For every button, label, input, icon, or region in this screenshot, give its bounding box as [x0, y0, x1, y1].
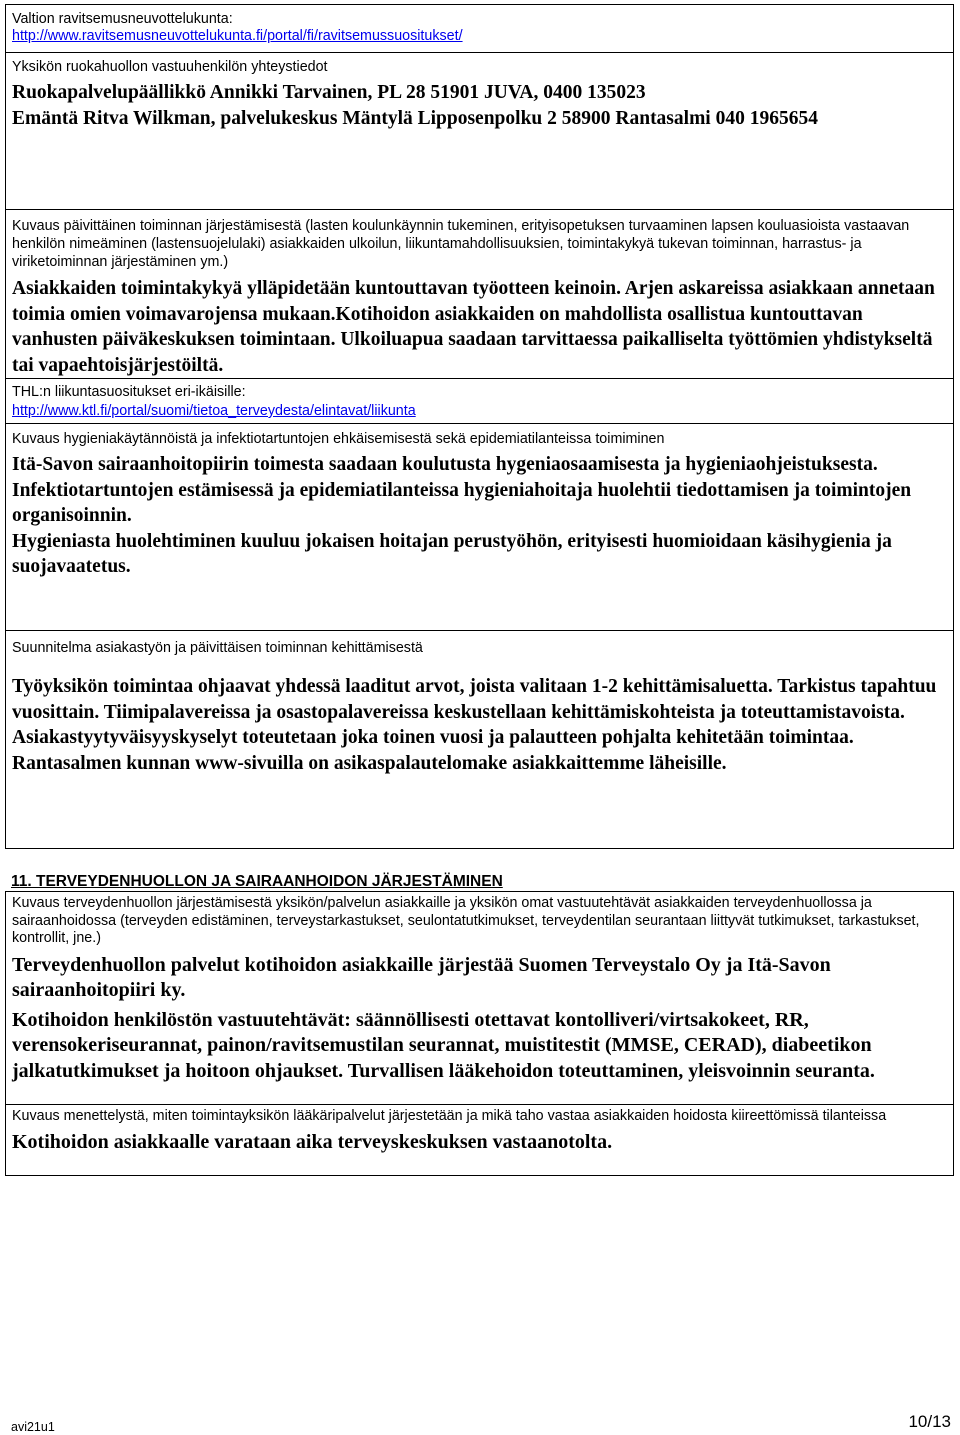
healthcare-text-2: Kotihoidon henkilöstön vastuutehtävät: säännöllisesti otettavat kontolliveri/virtsakokeet, RR, verensokeriseurannat, painon/ravitsemustilan seurannat, muistitestit (MMSE, CERAD), diabeetikon jalkatutkimukset ja hoitoon ohjaukset. Turvallisen lääkehoidon toteuttaminen, yleisvoinnin seuranta.	[12, 1008, 875, 1082]
development-label: Suunnitelma asiakastyön ja päivittäisen toiminnan kehittämisestä	[12, 640, 423, 656]
healthcare-text-1: Terveydenhuollon palvelut kotihoidon asiakkaille järjestää Suomen Terveystalo Oy ja Itä-Savon sairaanhoitopiiri ky.	[12, 953, 831, 1001]
section-11-title: 11. TERVEYDENHUOLLON JA SAIRAANHOIDON JÄRJESTÄMINEN	[11, 873, 503, 890]
development-box	[5, 630, 954, 849]
thl-link[interactable]: http://www.ktl.fi/portal/suomi/tietoa_terveydesta/elintavat/liikunta	[12, 403, 416, 419]
contact-label: Yksikön ruokahuollon vastuuhenkilön yhteystiedot	[12, 59, 328, 75]
thl-row	[6, 378, 953, 420]
healthcare-box	[5, 891, 954, 1176]
page-number: 10/13	[908, 1412, 951, 1431]
thl-label: THL:n liikuntasuositukset eri-ikäisille:	[12, 384, 246, 400]
activities-text: Asiakkaiden toimintakykyä ylläpidetään kuntouttavan työotteen keinoin. Arjen askareissa asiakkaan annetaan toimia omien voimavarojensa mukaan.Kotihoidon asiakkaiden on mahdollista osallistua kuntouttavan vanhusten päiväkeskuksen toimintaan. Ulkoiluapua saadaan tarvittaessa paikalliselta työttömien yhdistykseltä tai vapaehtoisjärjestöiltä.	[12, 278, 935, 376]
nutrition-label: Valtion ravitsemusneuvottelukunta:	[12, 11, 233, 27]
activities-row	[6, 217, 953, 378]
nutrition-row	[6, 11, 953, 45]
doctor-label: Kuvaus menettelystä, miten toimintayksikön lääkäripalvelut järjestetään ja mikä taho vastaa asiakkaiden hoidosta kiireettömissä tilanteissa	[12, 1108, 887, 1124]
healthcare-row	[6, 895, 953, 1084]
hygiene-label: Kuvaus hygieniakäytännöistä ja infektiotartuntojen ehkäisemisestä sekä epidemiatilanteissa toimiminen	[12, 431, 665, 447]
hygiene-text-1: Itä-Savon sairaanhoitopiirin toimesta saadaan koulutusta hygeniaosaamisesta ja hygieniaohjeistuksesta. Infektiotartuntojen estämisessä ja epidemiatilanteissa hygieniahoitaja huolehtii tiedottamisen ja toimintojen organisoinnin.	[12, 454, 912, 526]
hygiene-row	[6, 423, 953, 580]
healthcare-label: Kuvaus terveydenhuollon järjestämisestä yksikön/palvelun asiakkaille ja yksikön omat vastuutehtävät asiakkaiden terveydenhuollossa ja sairaanhoidossa (terveyden edistäminen, terveystarkastukset, seulontatutkimukset, terveydentilan seurantaan liittyvät tutkimukset, tarkastukset, kontrollit, jne.)	[12, 895, 920, 946]
activities-box	[5, 209, 954, 631]
doctor-text: Kotihoidon asiakkaalle varataan aika terveyskeskuksen vastaanotolta.	[12, 1130, 613, 1153]
contact-line-1: Ruokapalvelupäällikkö Annikki Tarvainen, PL 28 51901 JUVA, 0400 135023	[12, 82, 646, 103]
nutrition-link[interactable]: http://www.ravitsemusneuvottelukunta.fi/portal/fi/ravitsemussuositukset/	[12, 28, 463, 44]
contact-box	[5, 4, 954, 210]
development-row	[6, 640, 953, 776]
doctor-row	[6, 1104, 953, 1155]
contact-line-2: Emäntä Ritva Wilkman, palvelukeskus Mäntylä Lipposenpolku 2 58900 Rantasalmi 040 1965654	[12, 107, 818, 129]
footer-code: avi21u1	[11, 1420, 55, 1434]
contact-row	[6, 52, 953, 131]
hygiene-text-2: Hygieniasta huolehtiminen kuuluu jokaisen hoitajan perustyöhön, erityisesti huomioidaan käsihygienia ja suojavaatetus.	[12, 530, 892, 577]
development-text: Työyksikön toimintaa ohjaavat yhdessä laaditut arvot, joista valitaan 1-2 kehittämisaluetta. Tarkistus tapahtuu vuosittain. Tiimipalavereissa ja osastopalavereissa keskustellaan kehittämiskohteista ja toteuttamistavoista. Asiakastyytyväisyyskyselyt toteutetaan joka toinen vuosi ja palautteen pohjalta kehitetään toimintaa. Rantasalmen kunnan www-sivuilla on asikaspalautelomake asiakkaittemme läheisille.	[12, 676, 937, 774]
activities-label: Kuvaus päivittäinen toiminnan järjestämisestä (lasten koulunkäynnin tukeminen, erityisopetuksen turvaaminen lapsen kouluasioista vastaavan henkilön nimeäminen (lastensuojelulaki) asiakkaiden ulkoilun, liikuntamahdollisuuksien, toimintakykyä tukevan toiminnan, harrastus- ja viriketoiminnan järjestäminen ym.)	[12, 218, 910, 270]
